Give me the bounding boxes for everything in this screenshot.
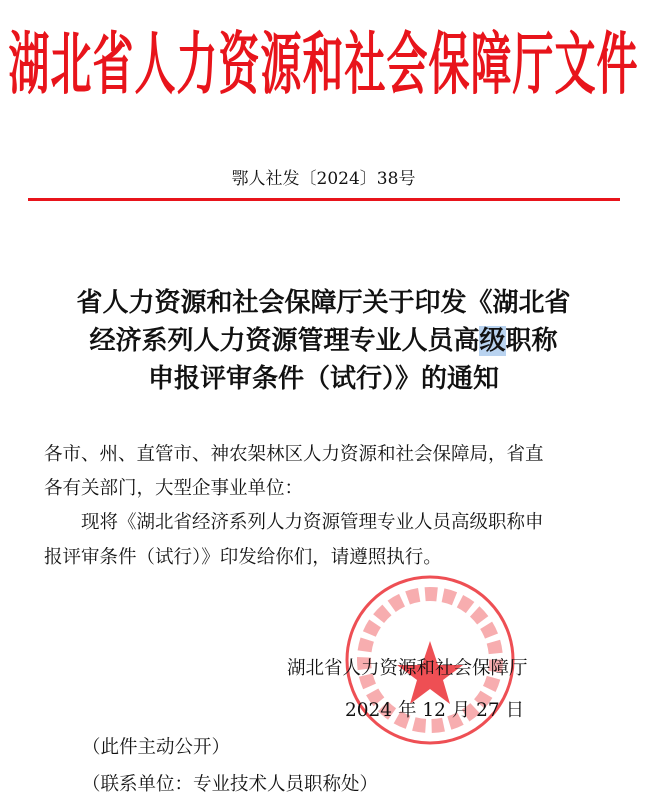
signature-date: 2024 年 12 月 27 日 (345, 700, 525, 721)
selected-text-highlight[interactable]: 级 (479, 326, 506, 356)
footer-public-note: （此件主动公开） (82, 737, 231, 758)
heading-line-2-b: 职称 (505, 326, 558, 356)
heading-line-2 (0, 320, 647, 357)
body-line-4: 报评审条件（试行）》印发给你们，请遵照执行。 (44, 547, 442, 568)
body-line-3: 现将《湖北省经济系列人力资源管理专业人员高级职称申 (81, 512, 544, 533)
heading-line-3: 申报评审条件（试行）》的通知 (147, 364, 499, 394)
heading-line-2-a: 经济系列人力资源管理专业人员高 (89, 326, 480, 356)
document-header-title: 湖北省人力资源和社会保障厅文件 (8, 24, 639, 105)
heading-line-1: 省人力资源和社会保障厅关于印发《湖北省 (76, 288, 571, 318)
signature-org: 湖北省人力资源和社会保障厅 (287, 658, 528, 679)
body-line-2: 各有关部门，大型企事业单位： (44, 478, 304, 499)
footer-contact: （联系单位：专业技术人员职称处） (82, 774, 379, 795)
red-divider (28, 198, 620, 201)
document-number: 鄂人社发〔2024〕38号 (231, 169, 416, 189)
body-line-1: 各市、州、直管市、神农架林区人力资源和社会保障局，省直 (44, 444, 544, 465)
